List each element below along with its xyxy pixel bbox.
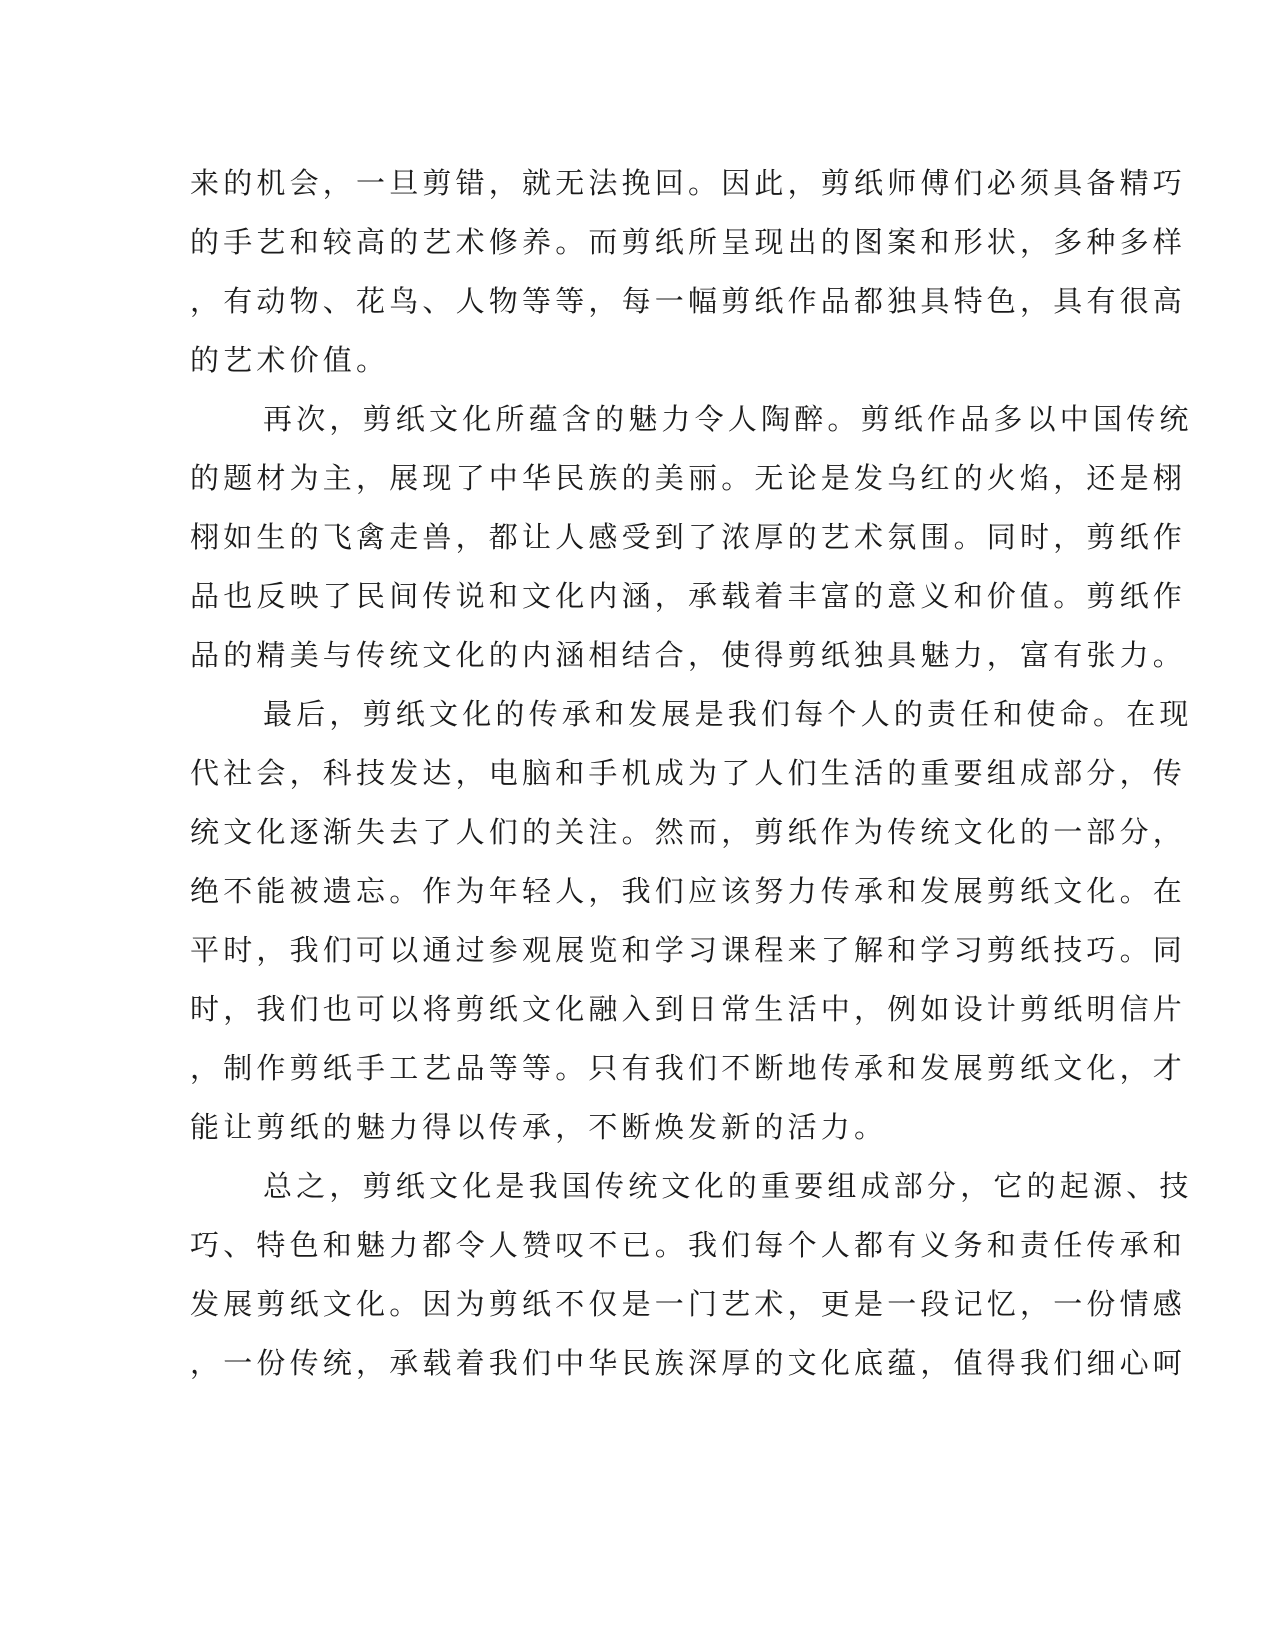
text-line: ，制作剪纸手工艺品等等。只有我们不断地传承和发展剪纸文化，才 [190,1051,1187,1085]
text-line: 代社会，科技发达，电脑和手机成为了人们生活的重要组成部分，传 [190,756,1187,790]
text-line: 统文化逐渐失去了人们的关注。然而，剪纸作为传统文化的一部分， [190,815,1187,849]
text-line: ，一份传统，承载着我们中华民族深厚的文化底蕴，值得我们细心呵 [190,1346,1187,1380]
text-line: 能让剪纸的魅力得以传承，不断焕发新的活力。 [190,1110,888,1144]
text-line: 来的机会，一旦剪错，就无法挽回。因此，剪纸师傅们必须具备精巧 [190,166,1187,200]
text-line: 的题材为主，展现了中华民族的美丽。无论是发乌红的火焰，还是栩 [190,461,1187,495]
paragraph-first-line: 最后，剪纸文化的传承和发展是我们每个人的责任和使命。在现 [263,697,1193,731]
text-line: 时，我们也可以将剪纸文化融入到日常生活中，例如设计剪纸明信片 [190,992,1187,1026]
text-line: 发展剪纸文化。因为剪纸不仅是一门艺术，更是一段记忆，一份情感 [190,1287,1187,1321]
text-line: 巧、特色和魅力都令人赞叹不已。我们每个人都有义务和责任传承和 [190,1228,1187,1262]
text-line: 品也反映了民间传说和文化内涵，承载着丰富的意义和价值。剪纸作 [190,579,1187,613]
text-line: 的手艺和较高的艺术修养。而剪纸所呈现出的图案和形状，多种多样 [190,225,1187,259]
paragraph-first-line: 再次，剪纸文化所蕴含的魅力令人陶醉。剪纸作品多以中国传统 [263,402,1193,436]
text-line: 栩如生的飞禽走兽，都让人感受到了浓厚的艺术氛围。同时，剪纸作 [190,520,1187,554]
paragraph-first-line: 总之，剪纸文化是我国传统文化的重要组成部分，它的起源、技 [263,1169,1193,1203]
text-line: 平时，我们可以通过参观展览和学习课程来了解和学习剪纸技巧。同 [190,933,1187,967]
text-line: 绝不能被遗忘。作为年轻人，我们应该努力传承和发展剪纸文化。在 [190,874,1187,908]
text-line: ，有动物、花鸟、人物等等，每一幅剪纸作品都独具特色，具有很高 [190,284,1187,318]
text-line: 品的精美与传统文化的内涵相结合，使得剪纸独具魅力，富有张力。 [190,638,1187,672]
text-line: 的艺术价值。 [190,343,390,377]
